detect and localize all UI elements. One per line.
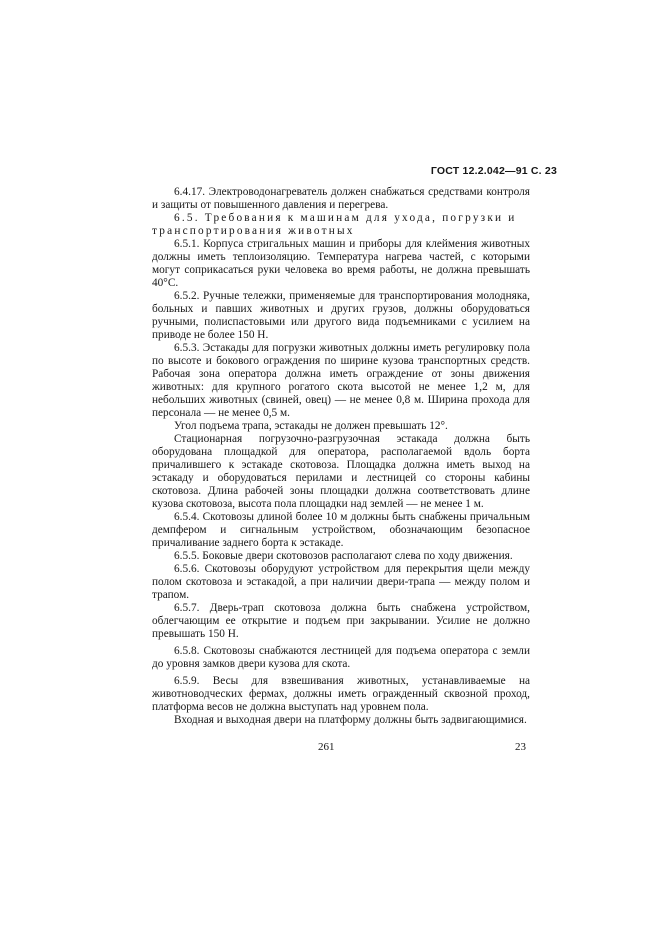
- body-text: [152, 186, 530, 727]
- paragraph-stationary-ramp: Стационарная погрузочно-разгрузочная эстакада должна быть оборудована площадкой для оператора, располагаемой вдоль борта причалившего к эстакаде скотовоза. Площадка должна иметь выход на эстакаду и оборудоваться перилами и лестницей со стороны кабины скотовоза. Длина рабочей зоны площадки должна соответствовать длине кузова скотовоза, высота пола площадки над землей — не менее 1 м.: [152, 433, 530, 510]
- paragraph-6-5-7: 6.5.7. Дверь-трап скотовоза должна быть снабжена устройством, облегчающим ее открытие и подъем при закрывании. Усилие не должно превышать 150 Н.: [152, 602, 530, 640]
- paragraph-6-5-2: 6.5.2. Ручные тележки, применяемые для транспортирования молодняка, больных и павших животных и других грузов, должны оборудоваться ручными, полиспастовыми или другого вида подъемниками с усилием на приводе не более 150 Н.: [152, 290, 530, 341]
- paragraph-6-5-9: 6.5.9. Весы для взвешивания животных, устанавливаемые на животноводческих фермах, должны иметь огражденный сквозной проход, платформа весов не должна выступать над уровнем пола.: [152, 675, 530, 713]
- paragraph-6-5-5: 6.5.5. Боковые двери скотовозов располагают слева по ходу движения.: [174, 550, 513, 562]
- paragraph-entry-doors: Входная и выходная двери на платформу должны быть задвигающимися.: [174, 714, 527, 726]
- paragraph-6-4-17: 6.4.17. Электроводонагреватель должен снабжаться средствами контроля и защиты от повышенного давления и перегрева.: [152, 186, 530, 211]
- page-number: 261: [318, 741, 335, 753]
- page-header-standard: ГОСТ 12.2.042—91 С. 23: [430, 165, 557, 177]
- paragraph-ramp-angle: Угол подъема трапа, эстакады не должен превышать 12°.: [174, 420, 448, 432]
- paragraph-6-5-8: 6.5.8. Скотовозы снабжаются лестницей для подъема оператора с земли до уровня замков двери кузова для скота.: [152, 645, 530, 670]
- paragraph-6-5-6: 6.5.6. Скотовозы оборудуют устройством для перекрытия щели между полом скотовоза и эстакадой, а при наличии двери-трапа — между полом и трапом.: [152, 563, 530, 601]
- sheet-number: 23: [515, 741, 526, 753]
- section-heading-6-5: 6.5. Требования к машинам для ухода, погрузки и транспортирования животных: [152, 212, 517, 237]
- paragraph-6-5-3: 6.5.3. Эстакады для погрузки животных должны иметь регулировку пола по высоте и бокового ограждения по ширине кузова транспортных средств. Рабочая зона оператора должна иметь ограждение от зоны движения животных: для крупного рогатого скота высотой не менее 1,2 м, для небольших животных (свиней, овец) — не менее 0,8 м. Ширина прохода для персонала — не менее 0,5 м.: [152, 342, 530, 419]
- paragraph-6-5-4: 6.5.4. Скотовозы длиной более 10 м должны быть снабжены причальным демпфером и сигнальным устройством, обозначающим безопасное причаливание заднего борта к эстакаде.: [152, 511, 530, 549]
- paragraph-6-5-1: 6.5.1. Корпуса стригальных машин и приборы для клеймения животных должны иметь теплоизоляцию. Температура нагрева частей, с которыми могут соприкасаться руки человека во время работы, не должна превышать 40°С.: [152, 238, 530, 289]
